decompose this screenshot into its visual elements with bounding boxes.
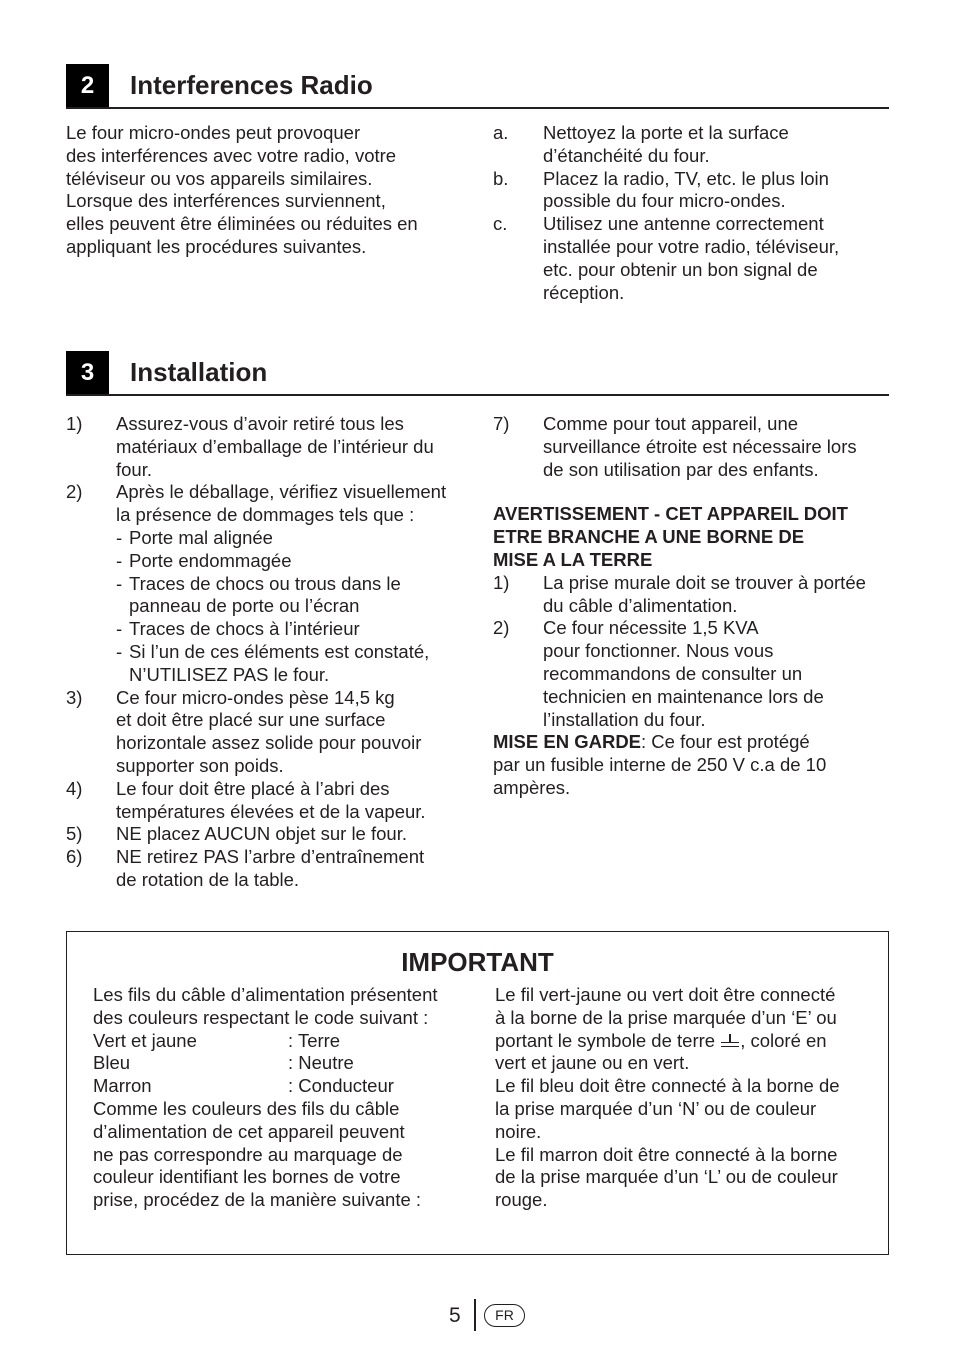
text-line: par un fusible interne de 250 V c.a de 10 <box>493 754 827 776</box>
text-line: de la prise marquée d’un ‘L’ ou de couleur <box>495 1166 838 1188</box>
list-marker: 3) <box>66 686 83 708</box>
section-title: Interferences Radio <box>130 70 373 100</box>
caution-label: MISE EN GARDE <box>493 731 642 753</box>
section-number: 2 <box>66 64 109 107</box>
sub-item <box>116 527 471 550</box>
sub-item <box>116 618 471 641</box>
section-3-header <box>66 351 889 396</box>
list-marker: 4) <box>66 777 83 799</box>
section-2-intro <box>66 122 466 259</box>
color-code-row <box>93 1030 473 1053</box>
text-line: d’alimentation de cet appareil peuvent <box>93 1120 405 1142</box>
wire-function: : Terre <box>288 1029 341 1051</box>
list-marker: 6) <box>66 846 83 868</box>
important-box <box>66 931 889 1255</box>
text-line: supporter son poids. <box>116 754 284 776</box>
installation-right-column <box>493 413 893 800</box>
dash-marker: - <box>116 572 123 594</box>
text-line: Le four doit être placé à l’abri des <box>116 777 390 799</box>
text-line: rouge. <box>495 1189 548 1211</box>
text-line: téléviseur ou vos appareils similaires. <box>66 167 373 189</box>
list-marker: 1) <box>493 571 510 593</box>
text-line: Comme pour tout appareil, une <box>543 413 799 434</box>
text-line: Si l’un de ces éléments est constaté, <box>129 640 430 662</box>
text-line: N’UTILISEZ PAS le four. <box>129 663 330 685</box>
text-line: à la borne de la prise marquée d’un ‘E’ ou <box>495 1006 837 1028</box>
text-line: vert et jaune ou en vert. <box>495 1052 690 1074</box>
text-line: possible du four micro-ondes. <box>543 190 786 212</box>
wire-function: : Conducteur <box>288 1075 394 1097</box>
page-number: 5 <box>449 1304 461 1327</box>
text-line: elles peuvent être éliminées ou réduites en <box>66 213 418 235</box>
text-line: Assurez-vous d’avoir retiré tous les <box>116 413 404 434</box>
dash-marker: - <box>116 640 123 662</box>
important-title: IMPORTANT <box>401 947 554 977</box>
wire-function: : Neutre <box>288 1052 354 1074</box>
text-line: : Ce four est protégé <box>641 731 810 753</box>
text-line: Placez la radio, TV, etc. le plus loin <box>543 167 829 189</box>
section-title: Installation <box>130 357 268 387</box>
text-line: des interférences avec votre radio, votre <box>66 144 397 166</box>
text-line: surveillance étroite est nécessaire lors <box>543 435 857 457</box>
list-item <box>493 168 889 214</box>
section-2-list <box>493 122 889 304</box>
list-item <box>66 778 471 824</box>
text-line: installée pour votre radio, téléviseur, <box>543 235 840 257</box>
text-line: La prise murale doit se trouver à portée <box>543 571 866 593</box>
list-item <box>66 413 471 481</box>
important-left-column <box>93 984 473 1212</box>
caution-note <box>493 731 893 799</box>
text-line: ne pas correspondre au marquage de <box>93 1143 403 1165</box>
text-line: l’installation du four. <box>543 708 706 730</box>
important-right-column <box>495 984 880 1212</box>
section-2-header <box>66 64 889 109</box>
text-line: Ce four nécessite 1,5 KVA <box>543 617 759 639</box>
earth-ground-icon <box>720 1034 740 1048</box>
text-line: températures élevées et de la vapeur. <box>116 800 426 822</box>
sub-item <box>116 550 471 573</box>
text-line: Lorsque des interférences surviennent, <box>66 190 386 212</box>
list-marker: 5) <box>66 823 83 845</box>
wire-color: Vert et jaune <box>93 1029 197 1051</box>
text-line: four. <box>116 458 152 480</box>
text-line: Comme les couleurs des fils du câble <box>93 1097 400 1119</box>
text-line: NE retirez PAS l’arbre d’entraînement <box>116 846 425 868</box>
text-line: MISE A LA TERRE <box>493 548 653 570</box>
text-line: d’étanchéité du four. <box>543 144 710 166</box>
text-line: de son utilisation par des enfants. <box>543 458 819 480</box>
list-marker: a. <box>493 122 509 143</box>
list-item <box>493 617 893 731</box>
wire-color: Marron <box>93 1075 152 1097</box>
text-line: AVERTISSEMENT - CET APPAREIL DOIT <box>493 503 848 525</box>
text-line: Le fil vert-jaune ou vert doit être connecté <box>495 984 836 1005</box>
text-line: réception. <box>543 281 625 303</box>
list-item <box>493 572 893 618</box>
text-line: et doit être placé sur une surface <box>116 709 386 731</box>
text-line: panneau de porte ou l’écran <box>129 595 360 617</box>
list-marker: b. <box>493 167 509 189</box>
wire-color: Bleu <box>93 1052 131 1074</box>
sub-item <box>116 641 471 687</box>
text-line: Ce four micro-ondes pèse 14,5 kg <box>116 686 395 708</box>
list-item <box>66 823 471 846</box>
list-item <box>66 846 471 892</box>
footer-divider <box>474 1299 476 1331</box>
text-line: recommandons de consulter un <box>543 662 803 684</box>
text-line: technicien en maintenance lors de <box>543 685 824 707</box>
text-line: prise, procédez de la manière suivante : <box>93 1189 422 1211</box>
text-line: Le fil marron doit être connecté à la borne <box>495 1143 838 1165</box>
text-line: Le fil bleu doit être connecté à la borne de <box>495 1075 840 1097</box>
list-item <box>493 122 889 168</box>
text-line: etc. pour obtenir un bon signal de <box>543 258 818 280</box>
list-item <box>66 481 471 686</box>
list-marker: 7) <box>493 413 510 434</box>
text-line: pour fonctionner. Nous vous <box>543 640 774 662</box>
text-line: des couleurs respectant le code suivant : <box>93 1006 429 1028</box>
list-marker: 2) <box>66 481 83 503</box>
text-line: de rotation de la table. <box>116 868 300 890</box>
text-line: Nettoyez la porte et la surface <box>543 122 789 143</box>
text-line: la prise marquée d’un ‘N’ ou de couleur <box>495 1097 817 1119</box>
text-line: noire. <box>495 1120 542 1142</box>
text-line: Traces de chocs ou trous dans le <box>129 572 401 594</box>
dash-marker: - <box>116 526 123 548</box>
text-line: NE placez AUCUN objet sur le four. <box>116 823 407 845</box>
text-line: horizontale assez solide pour pouvoir <box>116 732 422 754</box>
color-code-row <box>93 1075 473 1098</box>
text-line: Le four micro-ondes peut provoquer <box>66 122 361 143</box>
list-item <box>493 413 893 481</box>
text-line: Porte mal alignée <box>129 526 273 548</box>
text-line: la présence de dommages tels que : <box>116 504 415 526</box>
language-badge: FR <box>484 1304 525 1327</box>
list-marker: 1) <box>66 413 83 434</box>
text-line: Les fils du câble d’alimentation présentent <box>93 984 438 1005</box>
text-line: Porte endommagée <box>129 549 292 571</box>
section-number: 3 <box>66 351 109 394</box>
dash-marker: - <box>116 549 123 571</box>
text-line: portant le symbole de terre <box>495 1029 716 1051</box>
installation-left-column <box>66 413 471 892</box>
text-line: ampères. <box>493 776 571 798</box>
color-code-row <box>93 1052 473 1075</box>
list-item <box>493 213 889 304</box>
text-line: appliquant les procédures suivantes. <box>66 235 367 257</box>
text-line: Utilisez une antenne correctement <box>543 213 824 235</box>
text-line: couleur identifiant les bornes de votre <box>93 1166 401 1188</box>
list-marker: 2) <box>493 617 510 639</box>
list-marker: c. <box>493 213 508 235</box>
text-line: Traces de chocs à l’intérieur <box>129 618 360 640</box>
dash-marker: - <box>116 618 123 640</box>
warning-heading <box>493 503 893 571</box>
list-item <box>66 687 471 778</box>
text-line: Après le déballage, vérifiez visuellement <box>116 481 447 503</box>
text-line: du câble d’alimentation. <box>543 594 738 616</box>
sub-item <box>116 573 471 619</box>
text-line: matériaux d’emballage de l’intérieur du <box>116 435 434 457</box>
text-line: ETRE BRANCHE A UNE BORNE DE <box>493 526 805 548</box>
text-line: , coloré en <box>740 1029 827 1051</box>
